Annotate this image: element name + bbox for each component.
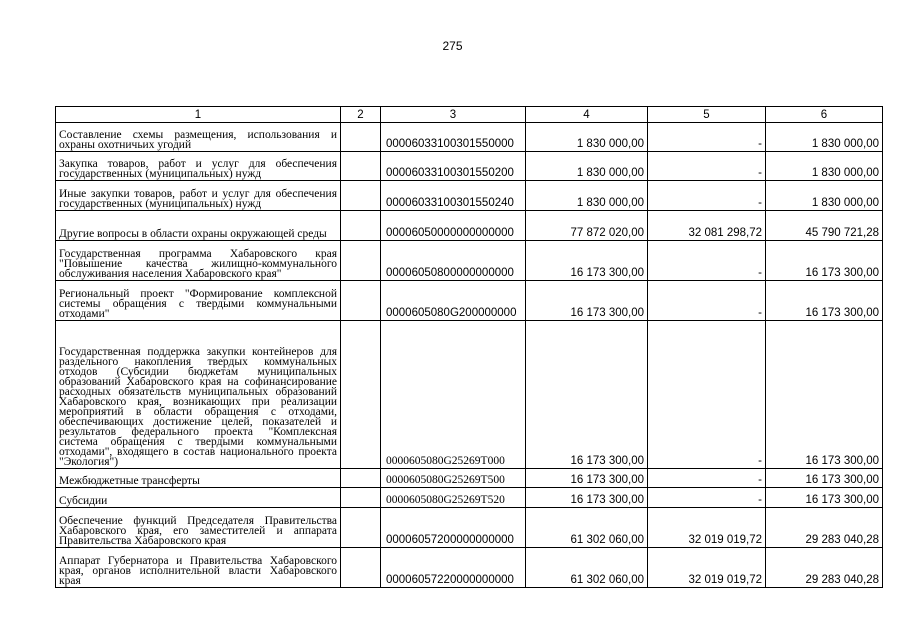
row-code-cell: 00006033100301550200: [381, 152, 526, 181]
row-col2-cell: [341, 548, 381, 588]
table-row: [56, 321, 883, 469]
row-col2-cell: [341, 281, 381, 321]
column-header-4: 4: [526, 107, 648, 123]
row-name-cell: Государственная поддержка закупки контейнеров для раздельного накопления твердых коммунальных отходов (Субсидии бюджетам муниципальных образований Хабаровского края на софинансирование расходных обязательств муниципальных образований Хабаровского края, возникающих при реализации мероприятий в области обращения с отходами, обеспечивающих достижение целей, показателей и результатов федерального проекта "Комплексная система обращения с твердыми коммунальными отходами", входящего в состав национального проекта "Экология"): [56, 321, 341, 469]
row-value-col5: -: [648, 321, 766, 469]
row-col2-cell: [341, 152, 381, 181]
row-value-col4: 77 872 020,00: [526, 211, 648, 241]
table-row: [56, 241, 883, 281]
row-code-cell: 00006057220000000000: [381, 548, 526, 588]
table-header-row: [56, 107, 883, 123]
row-value-col6: 16 173 300,00: [766, 321, 883, 469]
row-value-col4: 1 830 000,00: [526, 152, 648, 181]
row-col2-cell: [341, 241, 381, 281]
table-row: [56, 548, 883, 588]
table-row: [56, 181, 883, 211]
row-value-col5: 32 019 019,72: [648, 508, 766, 548]
row-col2-cell: [341, 181, 381, 211]
row-code-cell: 0000605080G25269T500: [381, 469, 526, 488]
row-value-col4: 16 173 300,00: [526, 281, 648, 321]
column-header-1: 1: [56, 107, 341, 123]
row-col2-cell: [341, 321, 381, 469]
row-name-cell: Иные закупки товаров, работ и услуг для обеспечения государственных (муниципальных) нужд: [56, 181, 341, 211]
row-value-col5: -: [648, 123, 766, 152]
row-value-col5: 32 019 019,72: [648, 548, 766, 588]
row-value-col4: 16 173 300,00: [526, 488, 648, 508]
table-row: [56, 281, 883, 321]
row-value-col4: 61 302 060,00: [526, 548, 648, 588]
row-value-col6: 29 283 040,28: [766, 508, 883, 548]
row-code-cell: 0000605080G25269T520: [381, 488, 526, 508]
row-value-col6: 16 173 300,00: [766, 469, 883, 488]
row-code-cell: 0000605080G25269T000: [381, 321, 526, 469]
row-name-cell: Региональный проект "Формирование комплексной системы обращения с твердыми коммунальными отходами": [56, 281, 341, 321]
row-value-col5: 32 081 298,72: [648, 211, 766, 241]
row-name-cell: Межбюджетные трансферты: [56, 469, 341, 488]
table-row: [56, 211, 883, 241]
table-row: [56, 152, 883, 181]
row-value-col6: 1 830 000,00: [766, 152, 883, 181]
budget-table: [55, 106, 883, 588]
row-col2-cell: [341, 123, 381, 152]
row-value-col4: 61 302 060,00: [526, 508, 648, 548]
row-col2-cell: [341, 488, 381, 508]
row-value-col6: 16 173 300,00: [766, 241, 883, 281]
row-value-col5: -: [648, 241, 766, 281]
row-value-col4: 16 173 300,00: [526, 321, 648, 469]
column-header-2: 2: [341, 107, 381, 123]
row-value-col5: -: [648, 281, 766, 321]
row-code-cell: 00006033100301550000: [381, 123, 526, 152]
row-value-col4: 16 173 300,00: [526, 469, 648, 488]
row-value-col4: 16 173 300,00: [526, 241, 648, 281]
row-name-cell: Закупка товаров, работ и услуг для обеспечения государственных (муниципальных) нужд: [56, 152, 341, 181]
row-col2-cell: [341, 469, 381, 488]
row-code-cell: 00006050800000000000: [381, 241, 526, 281]
row-value-col5: -: [648, 469, 766, 488]
row-code-cell: 00006033100301550240: [381, 181, 526, 211]
table-row: [56, 508, 883, 548]
table-row: [56, 123, 883, 152]
row-name-cell: Другие вопросы в области охраны окружающей среды: [56, 211, 341, 241]
row-value-col5: -: [648, 181, 766, 211]
row-name-cell: Составление схемы размещения, использования и охраны охотничьих угодий: [56, 123, 341, 152]
row-col2-cell: [341, 211, 381, 241]
row-value-col5: -: [648, 152, 766, 181]
row-col2-cell: [341, 508, 381, 548]
row-name-cell: Государственная программа Хабаровского края "Повышение качества жилищно-коммунального обслуживания населения Хабаровского края": [56, 241, 341, 281]
row-value-col6: 1 830 000,00: [766, 181, 883, 211]
row-code-cell: 0000605080G200000000: [381, 281, 526, 321]
row-value-col6: 16 173 300,00: [766, 281, 883, 321]
row-value-col4: 1 830 000,00: [526, 123, 648, 152]
row-name-cell: Аппарат Губернатора и Правительства Хабаровского края, органов исполнительной власти Хабаровского края: [56, 548, 341, 588]
table-row: [56, 488, 883, 508]
row-value-col6: 29 283 040,28: [766, 548, 883, 588]
row-name-cell: Обеспечение функций Председателя Правительства Хабаровского края, его заместителей и аппарата Правительства Хабаровского края: [56, 508, 341, 548]
row-value-col4: 1 830 000,00: [526, 181, 648, 211]
page-number: 275: [442, 39, 463, 53]
row-value-col6: 1 830 000,00: [766, 123, 883, 152]
column-header-3: 3: [381, 107, 526, 123]
row-value-col5: -: [648, 488, 766, 508]
row-value-col6: 16 173 300,00: [766, 488, 883, 508]
row-name-cell: Субсидии: [56, 488, 341, 508]
column-header-5: 5: [648, 107, 766, 123]
table-row: [56, 469, 883, 488]
row-value-col6: 45 790 721,28: [766, 211, 883, 241]
column-header-6: 6: [766, 107, 883, 123]
row-code-cell: 00006057200000000000: [381, 508, 526, 548]
row-code-cell: 00006050000000000000: [381, 211, 526, 241]
